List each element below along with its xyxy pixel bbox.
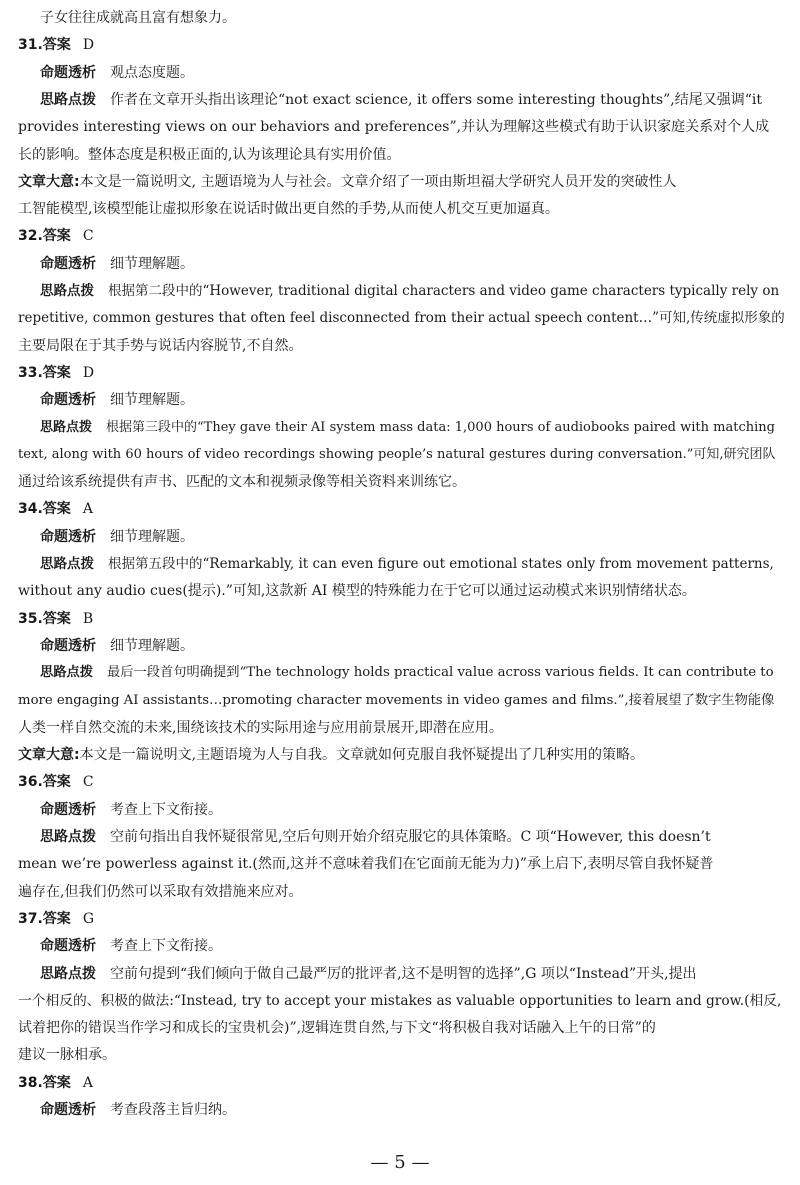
answer-label: 答案	[42, 228, 71, 245]
explanation-field	[40, 962, 786, 988]
field-text: 根据第五段中的“Remarkably, it can even figure out emotional states only from movement patterns,	[108, 556, 774, 572]
field-label: 命题透析	[40, 801, 96, 818]
answer-line	[18, 33, 786, 59]
continuation-line	[18, 470, 786, 496]
continuation-line	[18, 852, 786, 878]
answer-line	[18, 907, 786, 933]
field-label: 思路点拨	[40, 91, 96, 108]
explanation-field	[40, 388, 786, 414]
answer-line	[18, 770, 786, 796]
answer-value: A	[82, 1074, 93, 1091]
field-label: 思路点拨	[40, 965, 96, 982]
field-text: 细节理解题。	[110, 637, 194, 654]
line-text: repetitive, common gestures that often feel disconnected from their actual speech content…”可知,传统虚拟形象的	[18, 310, 785, 327]
continuation-line	[18, 115, 786, 141]
line-text: mean we’re powerless against it.(然而,这并不意味着我们在它面前无能为力)”承上启下,表明尽管自我怀疑普	[18, 856, 714, 873]
explanation-field	[40, 525, 786, 551]
explanation-field	[40, 252, 786, 278]
explanation-field	[40, 634, 786, 660]
summary-text: 工智能模型,该模型能让虚拟形象在说话时做出更自然的手势,从而使人机交互更加逼真。	[18, 201, 559, 218]
explanation-field	[40, 552, 786, 578]
article-summary	[18, 170, 786, 196]
field-text: 根据第三段中的“They gave their AI system mass data: 1,000 hours of audiobooks paired with matching	[106, 419, 775, 435]
continuation-line	[18, 443, 786, 469]
field-text: 考查上下文衔接。	[110, 938, 222, 955]
field-label: 思路点拨	[40, 665, 94, 681]
line-text: provides interesting views on our behaviors and preferences”,并认为理解这些模式有助于认识家庭关系对个人成	[18, 119, 770, 136]
field-label: 命题透析	[40, 1102, 96, 1118]
answer-value: D	[82, 364, 95, 381]
line-text: 长的影响。整体态度是积极正面的,认为该理论具有实用价值。	[18, 146, 401, 163]
line-text: 一个相反的、积极的做法:“Instead, try to accept your mistakes as valuable opportunities to learn and grow.(相反,	[18, 992, 782, 1009]
continuation-line	[18, 1016, 786, 1042]
line-text: more engaging AI assistants…promoting character movements in video games and films.”,接着展望了数字生物能像	[18, 692, 775, 708]
answer-value: G	[82, 910, 94, 927]
answer-label: 答案	[42, 501, 71, 518]
answer-value: C	[82, 774, 94, 791]
explanation-field	[40, 934, 786, 960]
field-text: 考查上下文衔接。	[110, 801, 222, 818]
field-text: 细节理解题。	[110, 528, 194, 545]
field-label: 命题透析	[40, 637, 96, 654]
answer-label: 答案	[42, 364, 71, 381]
question-number: 38.	[18, 1074, 43, 1091]
continuation-line	[18, 143, 786, 169]
continuation-line	[18, 306, 786, 332]
continuation-line	[18, 334, 786, 360]
field-label: 命题透析	[40, 255, 96, 272]
answer-label: 答案	[42, 610, 71, 627]
summary-text: 本文是一篇说明文, 主题语境为人与社会。文章介绍了一项由斯坦福大学研究人员开发的突破性人	[79, 173, 677, 190]
line-text: 遍存在,但我们仍然可以采取有效措施来应对。	[18, 883, 303, 900]
explanation-field	[40, 1098, 786, 1124]
question-number: 37.	[18, 910, 43, 927]
line-text: without any audio cues(提示).”可知,这款新 AI 模型的特殊能力在于它可以通过运动模式来识别情绪状态。	[18, 583, 696, 600]
field-label: 思路点拨	[40, 829, 96, 845]
summary-label: 文章大意:	[18, 747, 80, 764]
summary-label: 文章大意:	[18, 173, 80, 190]
answer-line	[18, 224, 786, 250]
continuation-line	[18, 1043, 786, 1069]
answer-value: B	[82, 610, 94, 627]
field-text: 空前句提到“我们倾向于做自己最严厉的批评者,这不是明智的选择”,G 项以“Instead”开头,提出	[110, 965, 697, 982]
explanation-field	[40, 88, 786, 114]
question-number: 32.	[18, 228, 43, 245]
explanation-field	[40, 61, 786, 87]
line-text: 主要局限在于其手势与说话内容脱节,不自然。	[18, 337, 303, 354]
answer-line	[18, 497, 786, 523]
question-number: 36.	[18, 774, 43, 791]
question-number: 31.	[18, 37, 43, 54]
line-text: text, along with 60 hours of video recordings showing people’s natural gestures during conversation.”可知,研究团队	[18, 446, 776, 462]
page-number: — 5 —	[370, 1152, 430, 1173]
field-text: 考查段落主旨归纳。	[110, 1102, 236, 1118]
answer-label: 答案	[42, 1074, 71, 1091]
field-text: 最后一段首句明确提到“The technology holds practical value across various fields. It can contribute to	[107, 665, 774, 681]
field-text: 空前句指出自我怀疑很常见,空后句则开始介绍克服它的具体策略。C 项“However, this doesn’t	[110, 829, 711, 845]
field-label: 思路点拨	[40, 419, 93, 435]
field-label: 命题透析	[40, 392, 96, 409]
answer-line	[18, 607, 786, 633]
field-text: 细节理解题。	[110, 255, 194, 272]
field-label: 命题透析	[40, 938, 96, 955]
continuation-line	[18, 716, 786, 742]
answer-label: 答案	[42, 910, 71, 927]
question-number: 34.	[18, 501, 43, 518]
line-text: 试着把你的错误当作学习和成长的宝贵机会)”,逻辑连贯自然,与下文“将积极自我对话融入上午的日常”的	[18, 1020, 656, 1037]
field-text: 作者在文章开头指出该理论“not exact science, it offers some interesting thoughts”,结尾又强调“it	[110, 91, 762, 108]
line-text: 通过给该系统提供有声书、匹配的文本和视频录像等相关资料来训练它。	[18, 474, 466, 491]
field-label: 命题透析	[40, 64, 96, 81]
explanation-field	[40, 825, 786, 851]
explanation-field	[40, 279, 786, 305]
answer-value: A	[82, 501, 93, 518]
explanation-field	[40, 416, 786, 442]
field-label: 思路点拨	[40, 283, 94, 299]
answer-value: C	[82, 228, 94, 245]
answer-line	[18, 361, 786, 387]
continuation-line	[18, 689, 786, 715]
question-number: 33.	[18, 364, 43, 381]
continuation-line	[18, 579, 786, 605]
text-line	[40, 6, 786, 32]
line-text: 子女往往成就高且富有想象力。	[40, 10, 236, 26]
continuation-line	[18, 880, 786, 906]
explanation-field	[40, 798, 786, 824]
field-text: 根据第二段中的“However, traditional digital characters and video game characters typically rely on	[108, 283, 780, 299]
line-text: 建议一脉相承。	[18, 1047, 116, 1064]
article-summary-continuation	[18, 197, 786, 223]
field-label: 命题透析	[40, 528, 96, 545]
answer-value: D	[82, 37, 95, 54]
answer-label: 答案	[42, 774, 71, 791]
question-number: 35.	[18, 610, 43, 627]
field-text: 细节理解题。	[110, 392, 194, 409]
article-summary	[18, 743, 786, 769]
continuation-line	[18, 989, 786, 1015]
answer-label: 答案	[42, 37, 71, 54]
field-label: 思路点拨	[40, 556, 94, 572]
field-text: 观点态度题。	[110, 64, 194, 81]
explanation-field	[40, 661, 786, 687]
summary-text: 本文是一篇说明文,主题语境为人与自我。文章就如何克服自我怀疑提出了几种实用的策略。	[79, 747, 645, 764]
line-text: 人类一样自然交流的未来,围绕该技术的实际用途与应用前景展开,即潜在应用。	[18, 719, 503, 736]
answer-line	[18, 1071, 786, 1097]
